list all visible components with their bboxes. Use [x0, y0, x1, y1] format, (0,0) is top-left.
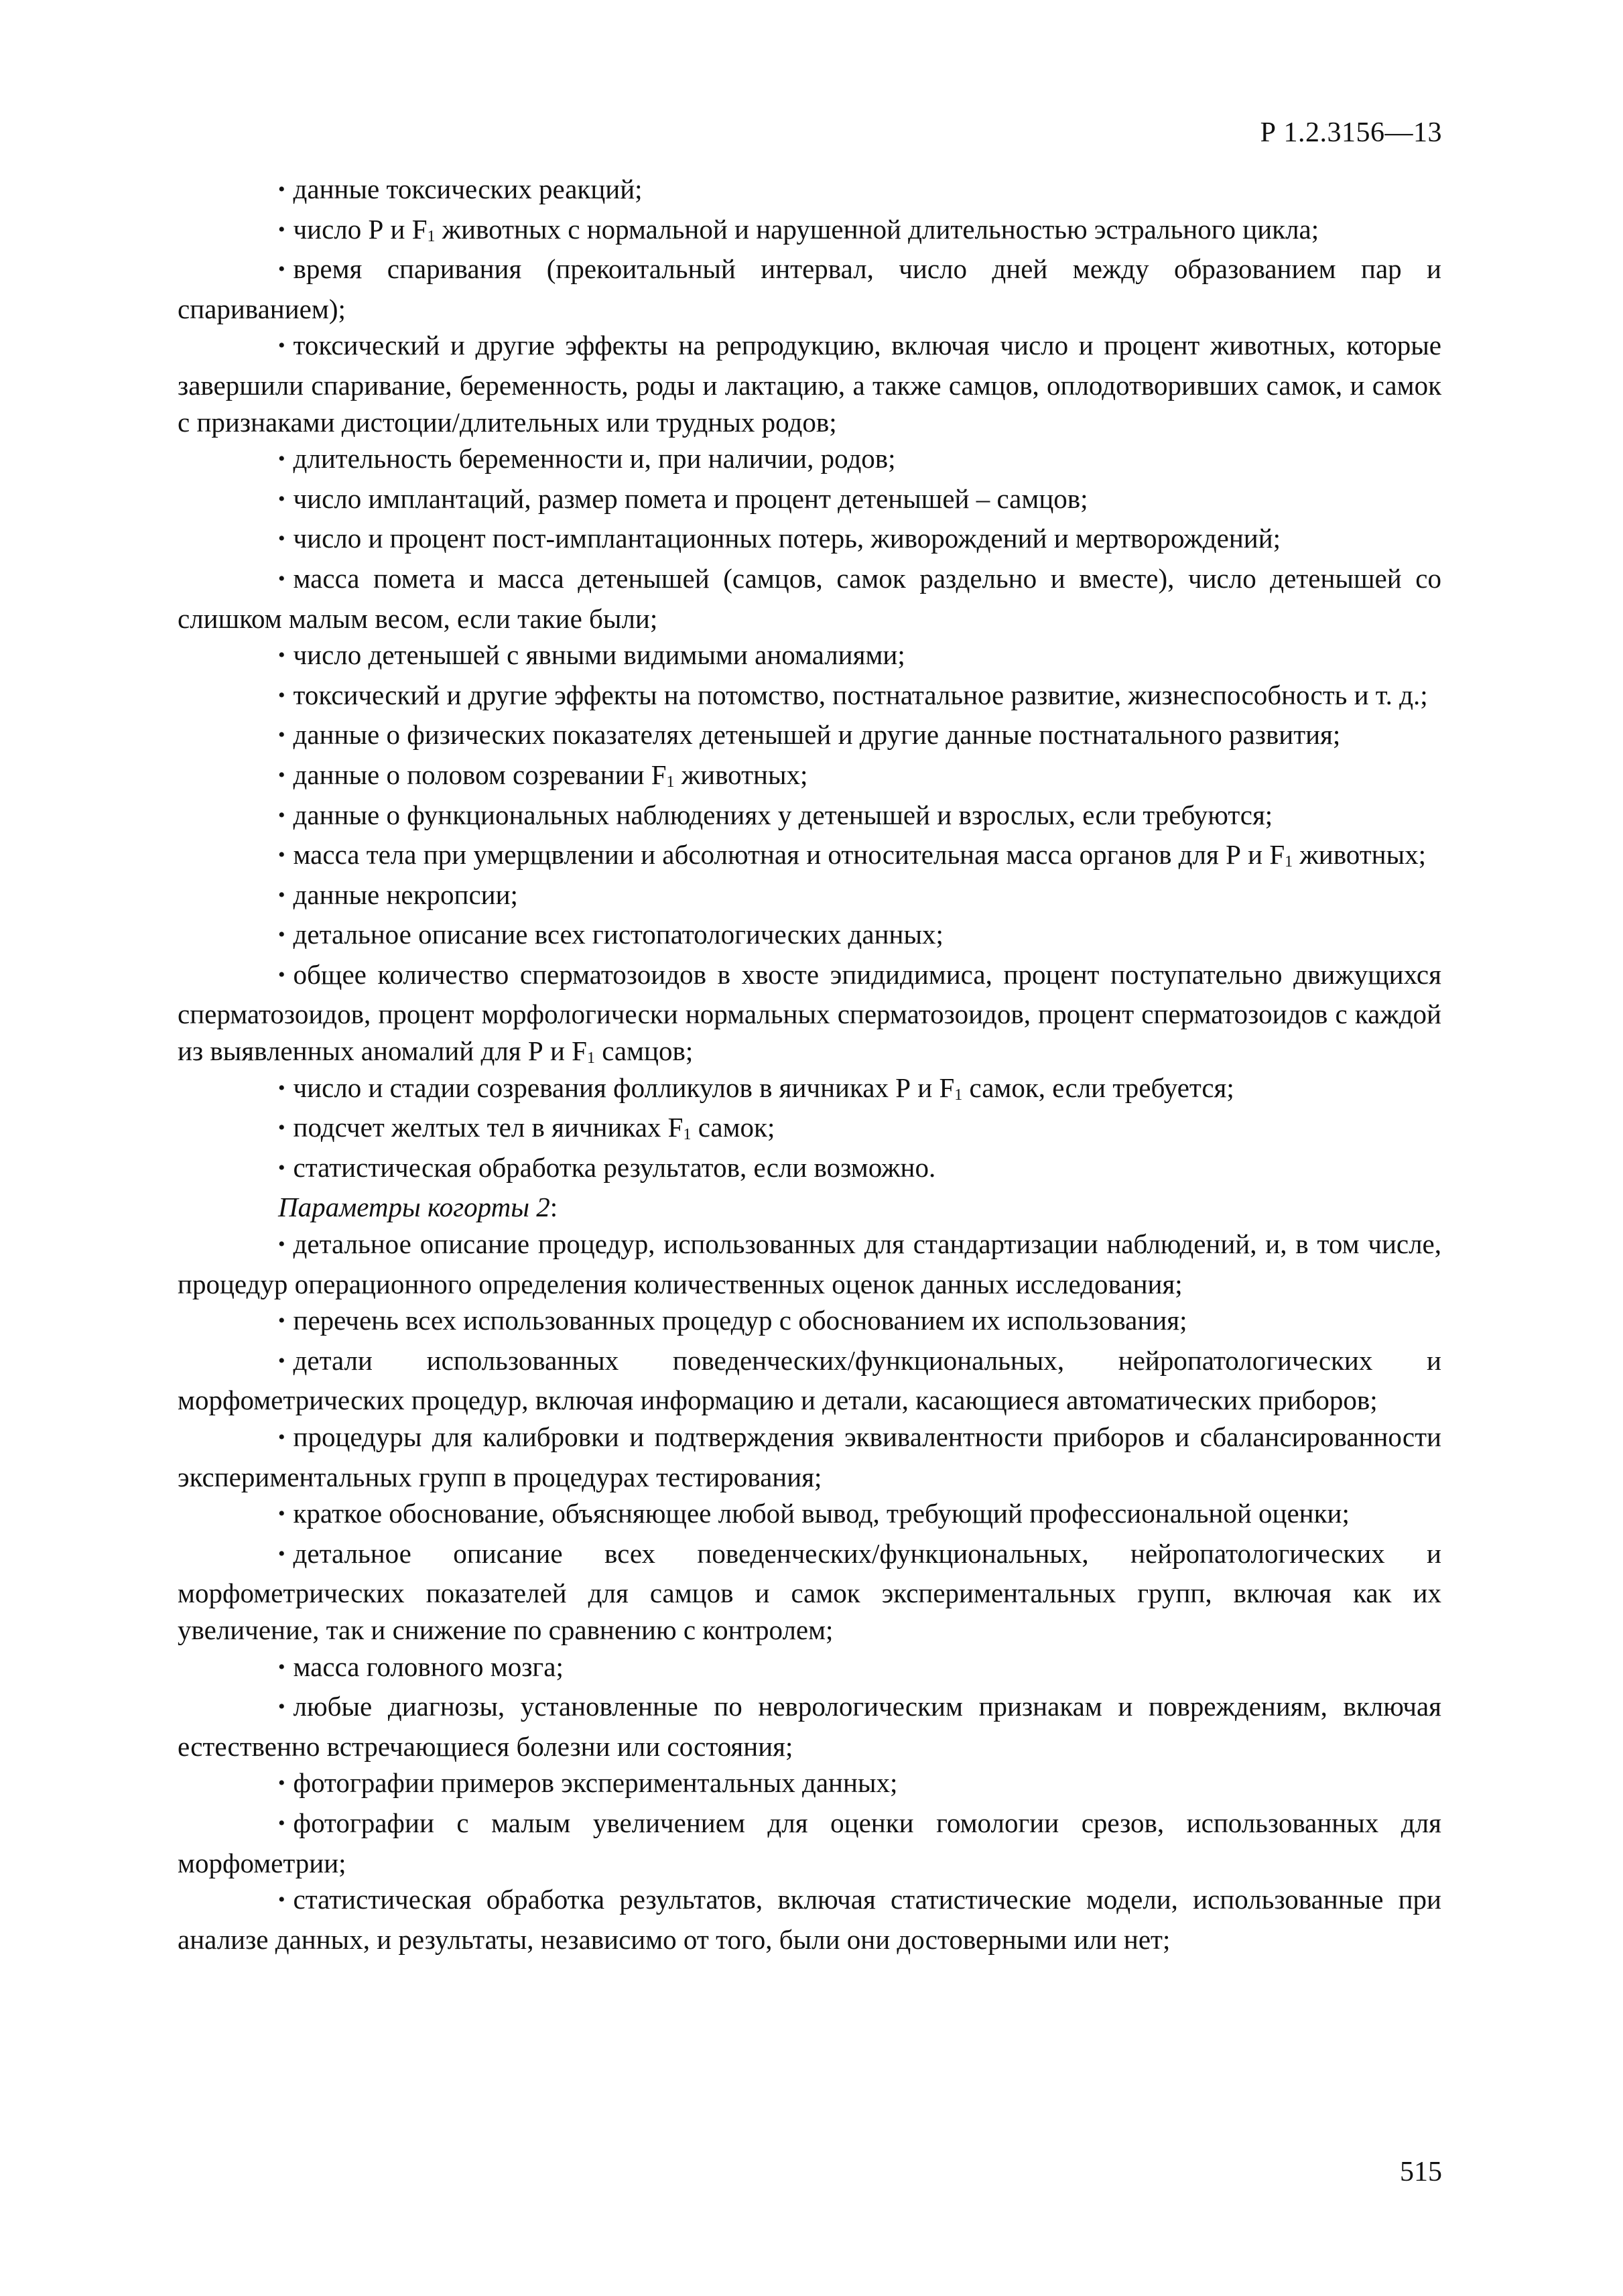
list-item-text: число имплантаций, размер помета и процент детенышей – самцов; — [293, 483, 1088, 514]
list-item-text: масса головного мозга; — [293, 1651, 564, 1682]
list-item-text: статистическая обработка результатов, включая статистические модели, использованные при анализе данных, и результаты, независимо от того, были они достоверными или нет; — [178, 1884, 1441, 1955]
list-item-text: число и стадии созревания фолликулов в яичниках Р и F — [293, 1072, 955, 1103]
list-item-text: детальное описание всех гистопатологических данных; — [293, 919, 944, 950]
bullet-icon: • — [278, 1310, 285, 1332]
list-item — [178, 327, 1441, 440]
bullet-icon: • — [278, 1772, 285, 1795]
list-item — [178, 1149, 1441, 1190]
bullet-icon: • — [278, 1156, 285, 1179]
list-item — [178, 481, 1441, 521]
list-item — [178, 1688, 1441, 1765]
bullet-icon: • — [278, 923, 285, 946]
list-item — [178, 1765, 1441, 1805]
subscript: 1 — [427, 227, 436, 245]
list-item-text: краткое обоснование, объясняющее любой вывод, требующий профессиональной оценки; — [293, 1498, 1350, 1529]
list-item-text: общее количество сперматозоидов в хвосте эпидидимиса, процент поступательно движущихся сперматозоидов, процент морфологически нормальных сперматозоидов, процент сперматозоидов с каждой из выявленных аномалий для Р и F — [178, 958, 1441, 1067]
subscript: 1 — [666, 773, 675, 791]
list-item-text: токсический и другие эффекты на потомство, постнатальное развитие, жизнеспособность и т. д.; — [293, 679, 1428, 710]
list-item-text: самцов; — [594, 1035, 694, 1067]
bullet-icon: • — [278, 567, 285, 590]
bullet-icon: • — [278, 448, 285, 470]
list-item-text: число и процент пост-имплантационных потерь, живорождений и мертворождений; — [293, 523, 1281, 554]
list-item-text: любые диагнозы, установленные по неврологическим признакам и повреждениям, включая естественно встречающиеся болезни или состояния; — [178, 1691, 1441, 1762]
list-item-text: детальное описание процедур, использованных для стандартизации наблюдений, и, в том числе, процедур операционного определения количественных оценок данных исследования; — [178, 1228, 1441, 1299]
subscript: 1 — [1285, 853, 1293, 871]
bullet-icon: • — [278, 1426, 285, 1448]
bullet-icon: • — [278, 763, 285, 786]
list-item — [178, 560, 1441, 637]
list-item-text: фотографии примеров экспериментальных данных; — [293, 1767, 898, 1799]
list-item-text: статистическая обработка результатов, если возможно. — [293, 1151, 936, 1183]
section-heading-colon: : — [549, 1192, 558, 1223]
bullet-icon: • — [278, 527, 285, 550]
section-heading-text: Параметры когорты 2 — [278, 1192, 550, 1223]
bullet-icon: • — [278, 1655, 285, 1678]
bullet-icon: • — [278, 1117, 285, 1139]
document-code-header: Р 1.2.3156—13 — [1260, 117, 1442, 148]
list-item — [178, 797, 1441, 837]
bullet-icon: • — [278, 1542, 285, 1565]
list-item — [178, 1881, 1441, 1958]
list-item-text: число Р и F — [293, 213, 428, 245]
list-item-text: животных с нормальной и нарушенной длительностью эстрального цикла; — [435, 213, 1319, 245]
bullet-icon: • — [278, 1696, 285, 1718]
document-body — [178, 171, 1441, 1958]
bullet-icon: • — [278, 844, 285, 867]
bullet-icon: • — [278, 1076, 285, 1099]
bullet-icon: • — [278, 178, 285, 200]
list-item-text: подсчет желтых тел в яичниках F — [293, 1112, 684, 1143]
list-item-text: токсический и другие эффекты на репродукцию, включая число и процент животных, которые завершили спаривание, беременность, роды и лактацию, а также самцов, оплодотворивших самок, и самок с признаками дистоции/длительных или трудных родов; — [178, 330, 1441, 438]
list-item-text: данные о половом созревании F — [293, 759, 667, 790]
list-item — [178, 1649, 1441, 1689]
bullet-icon: • — [278, 1889, 285, 1911]
bullet-icon: • — [278, 684, 285, 706]
list-item — [178, 956, 1441, 1070]
list-item-text: данные о функциональных наблюдениях у детенышей и взрослых, если требуются; — [293, 799, 1273, 830]
list-item — [178, 1302, 1441, 1342]
list-item-text: животных; — [674, 759, 808, 790]
bullet-icon: • — [278, 724, 285, 747]
list-item-text: масса помета и масса детенышей (самцов, самок раздельно и вместе), число детенышей со слишком малым весом, если такие были; — [178, 562, 1441, 634]
list-item — [178, 171, 1441, 211]
list-item-text: фотографии с малым увеличением для оценки гомологии срезов, использованных для морфометрии; — [178, 1807, 1441, 1878]
list-item — [178, 440, 1441, 481]
list-item — [178, 1070, 1441, 1110]
bullet-icon: • — [278, 334, 285, 357]
list-item — [178, 877, 1441, 917]
list-item-text: данные о физических показателях детенышей и другие данные постнатального развития; — [293, 719, 1341, 751]
list-item — [178, 716, 1441, 757]
bullet-icon: • — [278, 1503, 285, 1525]
list-item-text: детали использованных поведенческих/функциональных, нейропатологических и морфометрических процедур, включая информацию и детали, касающиеся автоматических приборов; — [178, 1344, 1441, 1416]
list-item-text: детальное описание всех поведенческих/функциональных, нейропатологических и морфометрических показателей для самцов и самок экспериментальных групп, включая как их увеличение, так и снижение по сравнению с контролем; — [178, 1537, 1441, 1645]
list-item — [178, 251, 1441, 327]
section-heading — [178, 1189, 1441, 1226]
list-item-text: время спаривания (прекоитальный интервал, число дней между образованием пар и спариванием); — [178, 253, 1441, 324]
subscript: 1 — [586, 1049, 595, 1068]
subscript: 1 — [954, 1086, 963, 1104]
bullet-icon: • — [278, 644, 285, 667]
list-item — [178, 916, 1441, 956]
list-item — [178, 1342, 1441, 1419]
bullet-icon: • — [278, 1349, 285, 1372]
bullet-icon: • — [278, 218, 285, 241]
list-item — [178, 520, 1441, 560]
list-item — [178, 1495, 1441, 1535]
bullet-icon: • — [278, 487, 285, 510]
subscript: 1 — [683, 1126, 692, 1144]
list-item-text: перечень всех использованных процедур с обоснованием их использования; — [293, 1305, 1187, 1336]
bullet-icon: • — [278, 258, 285, 281]
list-item — [178, 211, 1441, 251]
list-item-text: животных; — [1293, 839, 1427, 871]
bullet-icon: • — [278, 963, 285, 986]
list-item-text: самок; — [691, 1112, 775, 1143]
list-item — [178, 1805, 1441, 1881]
bullet-icon: • — [278, 1811, 285, 1834]
list-item — [178, 836, 1441, 877]
list-item — [178, 757, 1441, 797]
list-item-text: процедуры для калибровки и подтверждения эквивалентности приборов и сбалансированности экспериментальных групп в процедурах тестирования; — [178, 1421, 1441, 1492]
bullet-icon: • — [278, 883, 285, 906]
list-item — [178, 637, 1441, 677]
list-item-text: длительность беременности и, при наличии, родов; — [293, 443, 896, 474]
list-item-text: данные некропсии; — [293, 879, 518, 910]
list-item — [178, 1419, 1441, 1495]
list-item-text: самок, если требуется; — [962, 1072, 1234, 1103]
page-number: 515 — [1400, 2157, 1442, 2187]
list-item — [178, 677, 1441, 717]
list-item — [178, 1109, 1441, 1149]
bullet-icon: • — [278, 804, 285, 826]
list-item-text: масса тела при умерщвлении и абсолютная и относительная масса органов для Р и F — [293, 839, 1285, 871]
list-item-text: число детенышей с явными видимыми аномалиями; — [293, 639, 905, 671]
list-item — [178, 1535, 1441, 1649]
list-item — [178, 1226, 1441, 1302]
list-item-text: данные токсических реакций; — [293, 174, 643, 204]
bullet-icon: • — [278, 1233, 285, 1256]
